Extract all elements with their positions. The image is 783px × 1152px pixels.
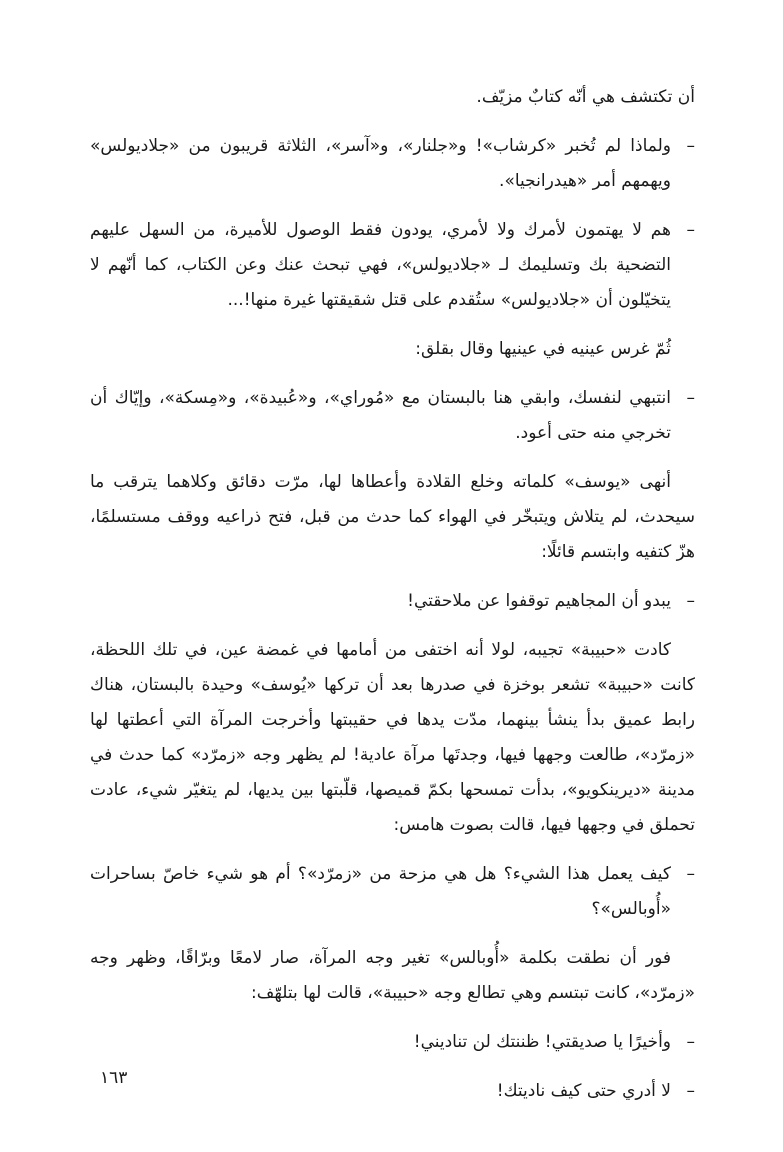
dialogue-line bbox=[90, 1025, 695, 1060]
dialogue-text: وأخيرًا يا صديقتي! ظننتك لن تناديني! bbox=[413, 1032, 671, 1052]
dialogue-dash: – bbox=[686, 864, 695, 884]
paragraph: أن تكتشف هي أنّه كتابٌ مزيّف. bbox=[476, 87, 695, 107]
dialogue-text: انتبهي لنفسك، وابقي هنا بالبستان مع «مُوراي»، و«عُبيدة»، و«مِسكة»، وإيّاك أن تخرجي منه حتى أعود. bbox=[90, 388, 671, 443]
dialogue-dash: – bbox=[686, 220, 695, 240]
dialogue-text: ولماذا لم تُخبر «كرشاب»! و«جلنار»، و«آسر»، الثلاثة قريبون من «جلاديولس» ويهمهم أمر «هيدرانجيا». bbox=[90, 136, 671, 191]
dialogue-text: هم لا يهتمون لأمرك ولا لأمري، يودون فقط الوصول للأميرة، من السهل عليهم التضحية بك وتسليمك لـ «جلاديولس»، فهي تبحث عنك وعن الكتاب، كما أنّهم لا يتخيّلون أن «جلاديولس» ستُقدم على قتل شقيقتها غيرة منها!... bbox=[90, 220, 671, 310]
dialogue-text: يبدو أن المجاهيم توقفوا عن ملاحقتي! bbox=[407, 591, 671, 611]
dialogue-dash: – bbox=[686, 591, 695, 611]
paragraph: أنهى «يوسف» كلماته وخلع القلادة وأعطاها لها، مرّت دقائق وكلاهما يترقب ما سيحدث، لم يتلاش ويتبخّر في الهواء كما حدث من قبل، فتح ذراعيه ووقف مستسلمًا، هزّ كتفيه وابتسم قائلًا: bbox=[90, 472, 695, 562]
dialogue-line bbox=[90, 857, 695, 927]
dialogue-line bbox=[90, 381, 695, 451]
dialogue-dash: – bbox=[686, 1081, 695, 1101]
page-number: ١٦٣ bbox=[100, 1068, 128, 1088]
dialogue-dash: – bbox=[686, 136, 695, 156]
page-body bbox=[90, 80, 695, 1123]
paragraph: ثُمّ غرس عينيه في عينيها وقال بقلق: bbox=[415, 339, 671, 359]
dialogue-dash: – bbox=[686, 1032, 695, 1052]
paragraph: كادت «حبيبة» تجيبه، لولا أنه اختفى من أمامها في غمضة عين، في تلك اللحظة، كانت «حبيبة» تشعر بوخزة في صدرها بعد أن تركها «يُوسف» وحيدة بالبستان، هناك رابط عميق بدأ ينشأ بينهما، مدّت يدها في حقيبتها وأخرجت المرآة التي أعطتها لها «زمرّد»، طالعت وجهها فيها، وجدتَها مرآة عادية! لم يظهر وجه «زمرّد» كما حدث في مدينة «ديرينكويو»، بدأت تمسحها بكمّ قميصها، قلّبتها بين يديها، لم يتغيّر شيء، عادت تحملق في وجهها فيها، قالت بصوت هامس: bbox=[90, 640, 695, 835]
dialogue-dash: – bbox=[686, 388, 695, 408]
paragraph: فور أن نطقت بكلمة «أُوبالس» تغير وجه المرآة، صار لامعًا وبرّاقًا، وظهر وجه «زمرّد»، كانت تبتسم وهي تطالع وجه «حبيبة»، قالت لها بتلهّف: bbox=[90, 948, 695, 1003]
dialogue-line bbox=[90, 1074, 695, 1109]
dialogue-line bbox=[90, 213, 695, 318]
dialogue-line bbox=[90, 584, 695, 619]
dialogue-text: لا أدري حتى كيف ناديتك! bbox=[496, 1081, 671, 1101]
dialogue-line bbox=[90, 129, 695, 199]
dialogue-text: كيف يعمل هذا الشيء؟ هل هي مزحة من «زمرّد»؟ أم هو شيء خاصّ بساحرات «أُوبالس»؟ bbox=[90, 864, 671, 919]
